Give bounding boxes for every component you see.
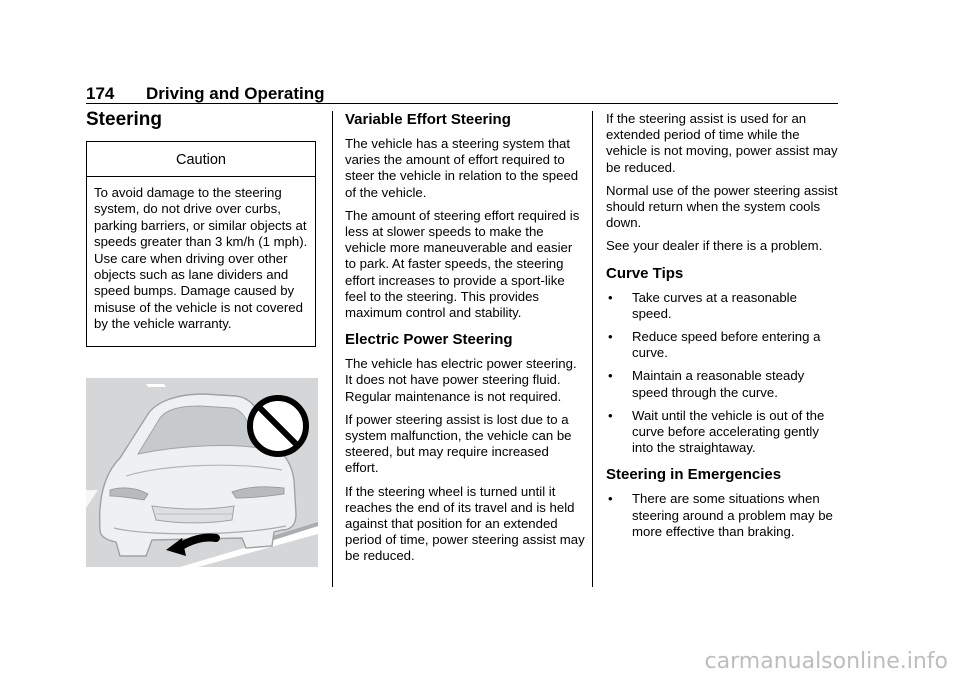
list-item-text: Wait until the vehicle is out of the curve before accelerating gently into the straightaway. bbox=[632, 407, 825, 456]
curve-tips-list bbox=[606, 290, 840, 457]
paragraph: The amount of steering effort required is less at slower speeds to make the vehicle more maneuverable and easier to park. At faster speeds, the steering effort increases to provide a sport-like feel to the steering. This provides maximum control and stability. bbox=[345, 207, 580, 321]
paragraph: Normal use of the power steering assist should return when the system cools down. bbox=[606, 182, 838, 231]
middle-column bbox=[345, 111, 585, 572]
watermark: carmanualsonline.info bbox=[704, 649, 948, 674]
paragraph: If the steering assist is used for an extended period of time while the vehicle is not moving, power assist may be reduced. bbox=[606, 111, 838, 175]
list-item-text: Take curves at a reasonable speed. bbox=[632, 289, 797, 321]
heading-variable-effort-steering: Variable Effort Steering bbox=[345, 111, 511, 128]
heading-electric-power-steering: Electric Power Steering bbox=[345, 331, 513, 349]
heading-steering-in-emergencies: Steering in Emergencies bbox=[606, 466, 782, 484]
header-divider bbox=[86, 103, 838, 104]
section-title: Driving and Operating bbox=[146, 84, 325, 103]
page-header bbox=[86, 84, 838, 104]
heading-curve-tips: Curve Tips bbox=[606, 264, 684, 282]
bullet-icon: • bbox=[608, 329, 613, 345]
list-item bbox=[606, 368, 840, 400]
paragraph: The vehicle has electric power steering. It does not have power steering fluid. Regular maintenance is not required. bbox=[345, 356, 577, 404]
caution-box bbox=[86, 141, 316, 347]
caution-title: Caution bbox=[176, 152, 226, 168]
list-item-text: There are some situations when steering around a problem may be more effective than braking. bbox=[632, 491, 833, 539]
list-item bbox=[606, 408, 840, 457]
list-item-text: Reduce speed before entering a curve. bbox=[632, 329, 821, 361]
bullet-icon: • bbox=[608, 368, 613, 384]
list-item bbox=[606, 329, 840, 361]
list-item bbox=[606, 491, 840, 540]
bullet-icon: • bbox=[608, 407, 613, 423]
paragraph: If the steering wheel is turned until it reaches the end of its travel and is held against that position for an extended period of time, power steering assist may be reduced. bbox=[345, 483, 585, 564]
paragraph: The vehicle has a steering system that varies the amount of effort required to steer the vehicle in relation to the speed of the vehicle. bbox=[345, 136, 579, 200]
page-title: Steering bbox=[86, 109, 163, 130]
column-divider-left bbox=[332, 111, 333, 587]
right-column bbox=[606, 111, 840, 547]
paragraph: If power steering assist is lost due to a system malfunction, the vehicle can be steered, but may require increased effort. bbox=[345, 411, 572, 476]
page-number: 174 bbox=[86, 84, 115, 103]
bullet-icon: • bbox=[608, 491, 613, 507]
steering-illustration bbox=[86, 378, 318, 567]
emergency-list bbox=[606, 491, 840, 540]
list-item bbox=[606, 290, 840, 322]
bullet-icon: • bbox=[608, 289, 613, 305]
column-divider-right bbox=[592, 111, 593, 587]
paragraph: See your dealer if there is a problem. bbox=[606, 238, 823, 254]
list-item-text: Maintain a reasonable steady speed through the curve. bbox=[632, 368, 805, 400]
caution-text: To avoid damage to the steering system, do not drive over curbs, parking barriers, or similar objects at speeds greater than 3 km/h (1 mph). Use care when driving over other objects such as lane dividers and speed bumps. Damage caused by misuse of the vehicle is not covered by the vehicle warranty. bbox=[94, 185, 308, 332]
